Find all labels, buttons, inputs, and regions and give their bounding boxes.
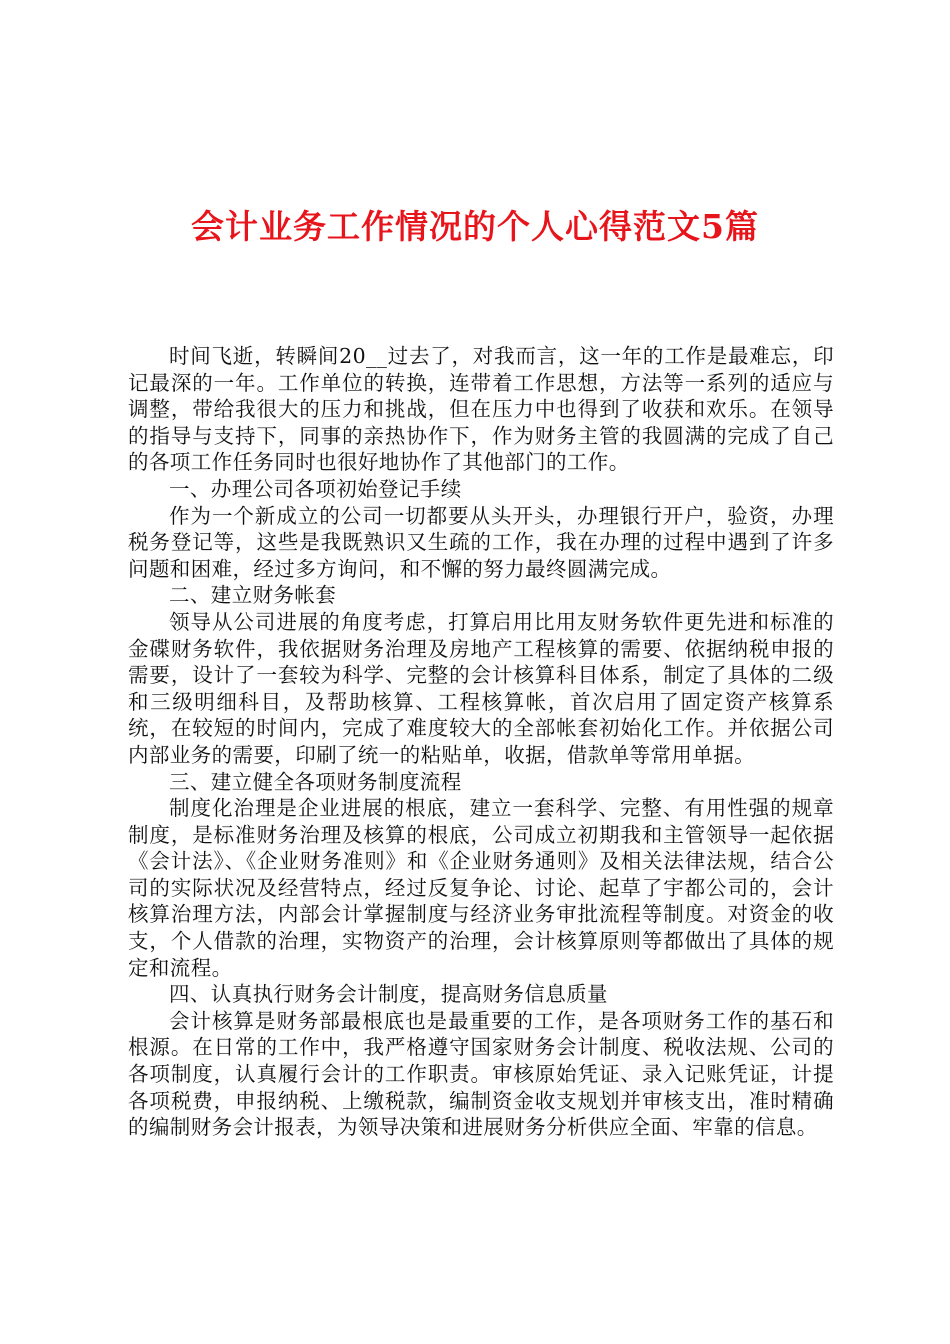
- paragraph-section-4: 会计核算是财务部最根底也是最重要的工作，是各项财务工作的基石和根源。在日常的工作中，我严格遵守国家财务会计制度、税收法规、公司的各项制度，认真履行会计的工作职责。审核原始凭证、录入记账凭证，计提各项税费，申报纳税、上缴税款，编制资金收支规划并审核支出，准时精确的编制财务会计报表，为领导决策和进展财务分析供应全面、牢靠的信息。: [128, 1008, 834, 1140]
- document-body: [128, 343, 834, 1141]
- section-heading-3: 三、建立健全各项财务制度流程: [169, 769, 462, 794]
- document-title: 会计业务工作情况的个人心得范文5篇: [191, 207, 759, 246]
- paragraph-section-3: 制度化治理是企业进展的根底，建立一套科学、完整、有用性强的规章制度，是标准财务治理及核算的根底，公司成立初期我和主管领导一起依据《会计法》、《企业财务准则》和《企业财务通则》及相关法律法规，结合公司的实际状况及经营特点，经过反复争论、讨论、起草了宇都公司的，会计核算治理方法，内部会计掌握制度与经济业务审批流程等制度。对资金的收支，个人借款的治理，实物资产的治理，会计核算原则等都做出了具体的规定和流程。: [128, 796, 834, 980]
- paragraph-section-1: 作为一个新成立的公司一切都要从头开头，办理银行开户，验资，办理税务登记等，这些是我既熟识又生疏的工作，我在办理的过程中遇到了许多问题和困难，经过多方询问，和不懈的努力最终圆满完成。: [128, 503, 834, 581]
- paragraph-section-2: 领导从公司进展的角度考虑，打算启用比用友财务软件更先进和标准的金碟财务软件，我依据财务治理及房地产工程核算的需要、依据纳税申报的需要，设计了一套较为科学、完整的会计核算科目体系，制定了具体的二级和三级明细科目，及帮助核算、工程核算帐，首次启用了固定资产核算系统，在较短的时间内，完成了难度较大的全部帐套初始化工作。并依据公司内部业务的需要，印刷了统一的粘贴单，收据，借款单等常用单据。: [128, 609, 834, 767]
- paragraph-intro: 时间飞逝，转瞬间20__过去了，对我而言，这一年的工作是最难忘，印记最深的一年。工作单位的转换，连带着工作思想，方法等一系列的适应与调整，带给我很大的压力和挑战，但在压力中也得到了收获和欢乐。在领导的指导与支持下，同事的亲热协作下，作为财务主管的我圆满的完成了自己的各项工作任务同时也很好地协作了其他部门的工作。: [128, 344, 834, 475]
- section-heading-4: 四、认真执行财务会计制度，提高财务信息质量: [169, 982, 608, 1007]
- section-heading-1: 一、办理公司各项初始登记手续: [169, 476, 462, 501]
- section-heading-2: 二、建立财务帐套: [169, 583, 337, 608]
